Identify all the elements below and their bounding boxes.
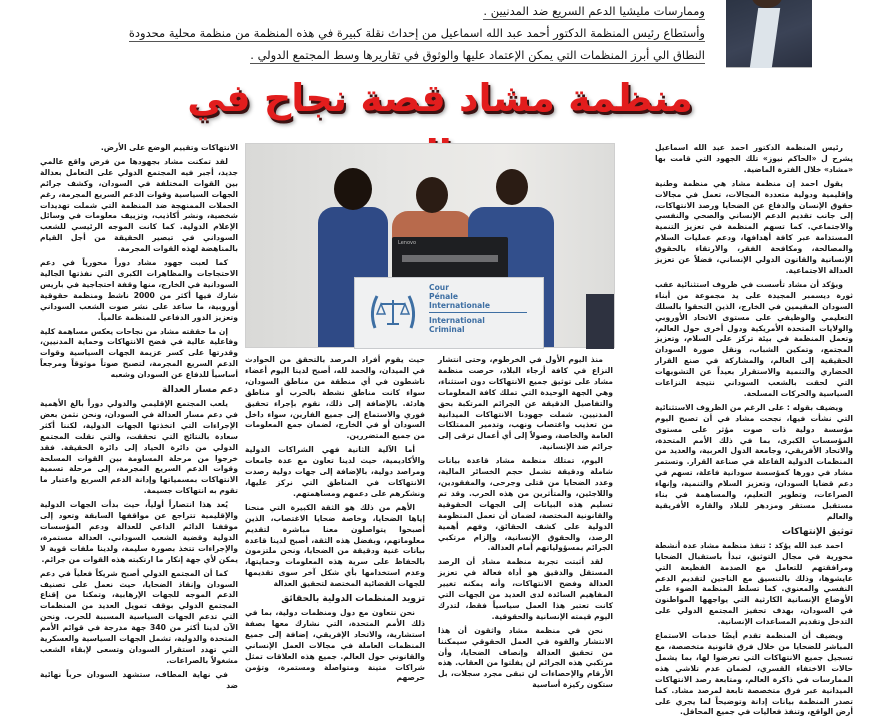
article-headline: منظمة مشاد قصة نجاح في (187, 76, 693, 120)
intro-line: وممارسات مليشيا الدعم السريع ضد المدنيين . (483, 4, 705, 18)
paragraph: حيث يقوم أفراد المرصد بالتحقق من الحوادث في الميدان، والحمد لله، أصبح لدينا اليوم أعضاء ناشطون في أي منطقة من مناطق السودان، سواء كانت مناطق نشطة بالحرب أو مناطق هادئة. بالإضافة إلى ذلك، نقوم بإجراء تحقيق فوري والاستماع إلى جميع الفارين، سواء داخل السودان أو في الخارج، لضمان جمع المعلومات من جميع المتضررين. (245, 355, 425, 441)
section-heading: تزويد المنظمات الدولية بالحقائق (281, 594, 425, 605)
podium-sign (429, 283, 541, 334)
podium-divider (429, 312, 527, 313)
monitor-brand: Lenovo (398, 240, 417, 246)
column-middle-left (245, 355, 425, 687)
paragraph: كما لعبت جهود مشاد دوراً محورياً في دعم الاحتجاجات والمظاهرات الكبرى التي نفذتها الجالية السودانية في الخارج، منها وقفة احتجاجية في باريس شارك فيها أكثر من 2000 ناشط ومنظمة حقوقية أوروبية، ما ساعد على نشر صوت الشعب السوداني وتعزيز الدور الدفاعي للمنظمة عالمياً. (40, 258, 238, 322)
paragraph: لقد تمكنت مشاد بجهودها من فرض واقع عالمي جديد، أجبر فيه المجتمع الدولي على التعامل بعدالة بين القوات المختلفة في السودان، وكشف جرائم الجهات السياسية وقوات الدعم السريع المجرمة، رغم الحملات الممنهجة ضد المنظمة التي شملت تهديدات شخصية، ونشر أكاذيب، وتزييف معلومات في وسائل الإعلام الدولية. كما كانت الموجه الرئيسي للشعب السوداني في تبصير الحقيقة من أجل القيام بالمناهضة لهذه القوات المجرمة. (40, 156, 238, 254)
section-heading: دعم مسار العدالة (161, 385, 238, 396)
paragraph: احمد عبد الله يؤكد : تنفذ منظمة مشاد عدة أنشطة محورية في مجال التوثيق، تبدأ باستقبال الضحايا ومرافقتهم للتعامل مع الصدمة الفظيعة التي عايشوها، وذلك بالتنسيق مع الناجين لتقديم الدعم النفسي والمعنوي. كما تسلط المنظمة الضوء على الأوضاع الإنسانية الكارثية التي يواجهها المواطنون في السودان، بهدف تحفيز المجتمع الدولي على التدخل وتقديم المساعدات الإنسانية. (655, 540, 853, 627)
paragraph: نحن نتعاون مع دول ومنظمات دولية، بما في ذلك الأمم المتحدة، التي نشارك معها بصفة استشارية، والاتحاد الإفريقي، إضافة إلى جميع المنظمات العاملة في مجالات العمل الإنساني والقانوني حول العالم. جميع هذه العلاقات تمثل شراكات متينة ومتواصلة ومستمرة، وتؤمن حرصهم (245, 608, 425, 683)
paragraph: نحن في منظمة مشاد واثقون أن هذا الانتشار والقوة في العمل الحقوقي سيمكننا من تحقيق العدالة وإنصاف الضحايا، وأن مرتكبي هذه الجرائم لن يفلتوا من العقاب. هذه الأرقام والإحصاءات لن تبقى مجرد سجلات، بل ستكون ركيزة أساسية (438, 625, 613, 690)
photo-background-panel (586, 294, 614, 349)
paragraph: في نهاية المطاف، ستشهد السودان حرباً نهائية ضد (40, 669, 238, 690)
portrait-shirt (750, 8, 780, 68)
column-left (40, 143, 238, 695)
paragraph: الأهم من ذلك هو الثقة الكبيرة التي منحنا إياها الضحايا، وخاصة ضحايا الاغتصاب، الذين أصبحوا يتواصلون معنا مباشرة لتقديم معلوماتهم، وبفضل هذه الثقة، أصبح لدينا قاعدة بيانات غنية ودقيقة من الضحايا، ونحن ملتزمون بالحفاظ على سرية هذه المعلومات وحمايتها، وعدم استخدامها بأي شكل آخر سوى تقديمها للجهات القضائية المختصة لتحقيق العدالة (245, 502, 425, 589)
podium-text: Internationale (429, 301, 491, 310)
paragraph: رئيس المنظمة الدكتور احمد عبد الله اسماعيل يشرح ل «الحاكم نيوز» تلك الجهود التي قامت بها «مشاد» خلال الفترة الماضية. (655, 143, 853, 174)
paragraph: يقول احمد إن منظمة مشاد هي منظمة وطنية وإقليمية ودولية متعددة المجالات، تعمل في مجالات حقوق الإنسان والدفاع عن الضحايا ورصد الانتهاكات، إلى جانب تقديم الدعم الإنساني والصحي والنفسي والاجتماعي. كما تسهم المنظمة في تعزيز التنمية المستدامة عبر كافة أهدافها، ودعم عمليات السلام والمصالحة، ومكافحة الفقر، والارتقاء بالحقوق الإنسانية والقانون الدولي الإنساني، فضلاً عن تعزيز العدالة الاجتماعية. (655, 178, 853, 275)
paragraph: أما الآلية الثانية فهي الشراكات الدولية والأكاديمية، حيث لدينا تعاون مع عدة جامعات ومراصد دولية، بالإضافة إلى جهات دولية رصدت الانتهاكات في المناطق التي نركز عليها، ونشكرهم على دعمهم ومساهمتهم. (245, 445, 425, 498)
paragraph: ويؤكد أن مشاد تأسست في ظروف استثنائية عقب ثورة ديسمبر المجيدة على يد مجموعة من أبناء السودان المقيمين في الخارج، الذين التحقوا بالسلك التعليمي والوظيفي على مستوى الاتحاد الأوروبي والولايات المتحدة الأمريكية ودول أخرى حول العالم، وتعمل المنظمة في بيئة تركز على السلام، وتعزيز المجتمع، وتمكين الشباب، ونقل صورة السودان الحقيقية إلى العالم، والمشاركة في صنع القرار الحضاري والتنمية والاستقرار بعيداً عن التشويهات التي لحقت بالشعب السوداني نتيجة النزاعات السياسية والحركات المسلحة. (655, 279, 853, 398)
intro-text (40, 0, 705, 66)
paragraph: اليوم، تمتلك منظمة مشاد قاعدة بيانات شاملة ودقيقة تشمل حجم الخسائر المالية، وعدد الضحايا من قتلى وجرحى، والمفقودين، واللاجئين، والمتأثرين من هذه الحرب. وقد تم تسليم هذه البيانات إلى الجهات الحقوقية والقانونية المختصة، لضمان أن تعمل المنظومة الدولية على كشف الحقائق، وفهم أهمية الرصد، والحقوق الإنسانية، وإلزام مرتكبي الجرائم بمسؤولياتهم أمام العدالة. (438, 456, 613, 553)
paragraph: منذ اليوم الأول في الخرطوم، وحتى انتشار النزاع في كافة أرجاء البلاد، حرصت منظمة مشاد على توثيق جميع الانتهاكات دون استثناء، وهي الجهة الوحيدة التي تملك كافة المعلومات والتفاصيل الدقيقة عن الجرائم المرتكبة بحق المدنيين. شملت جهودنا الانتهاكات الميدانية من تعذيب واغتصاب ونهب، وتدمير الممتلكات العامة والخاصة، وصولاً إلى أي أعمال ترقى إلى جرائم ضد الإنسانية. (438, 355, 613, 452)
paragraph: ويضيف أن المنظمة تقدم أيضًا خدمات الاستماع المباشر للضحايا من خلال فرق قانونية متخصصة، مع تسجيل جميع الانتهاكات التي تعرضوا لها، بما يشمل حالات الاختفاء القسري، لضمان عدم تلاشي هذه الممارسات في ذاكرة العالم، ومتابعة رصد الانتهاكات الميدانية عبر فرق متخصصة تابعة لمرصد مشاد. كما تصدر المنظمة بيانات إدانة وتوضيحاً لما يجري على أرض الواقع، وتنفذ فعاليات في جميع المحافل. (655, 631, 853, 717)
paragraph: إن ما حققته مشاد من نجاحات يعكس مساهمة كلية وفاعلية عالية في فضح الانتهاكات وحماية المدنيين، وقدرتها على كسر عزيمة الجهات السياسية وقوات الدعم السريع المجرمة، لتصبح صوتاً موثوقاً ومرجعاً أساسياً للدفاع عن السودان وشعبه (40, 326, 238, 380)
intro-line: النطاق الي أبرز المنظمات التي يمكن الإعتماد عليها والوثوق في تقاريرها وسط المجتمع الدولي . (250, 48, 705, 62)
paragraph: يُعد هذا انتصاراً أولياً، حيث بدأت الجهات الدولية والإقليمية تتراجع عن مواقفها السابقة وتعود إلى موقفنا الدائم الداعي للعدالة ودعم المؤسسات الدولية وقضية الشعب السوداني. العدالة مستمرة، والإجراءات تتخذ بصورة سليمة، ولدينا ملفات قوية لا يمكن لأي جهة إنكار ما ارتكبته هذه القوات من جرائم. (40, 500, 238, 564)
podium-text: Pénale (429, 292, 458, 301)
podium-text: Criminal (429, 325, 465, 334)
intro-line: وأستطاع رئيس المنظمة الدكتور أحمد عبد الله اسماعيل من إحداث نقلة كبيرة في هذه المنظمة من منظمة محلية محدودة (128, 26, 705, 40)
portrait-face (752, 0, 782, 8)
podium-text: International (429, 316, 485, 325)
column-middle-right (438, 355, 613, 694)
paragraph: يلعب المجتمع الإقليمي والدولي دوراً بالغ الأهمية في دعم مسار العدالة في السودان، ونحن نثمن بعض الإجراءات التي اتخذتها الجهات الدولية، لكننا أكثر سعادة بالنتائج التي تحققت، والتي نقلت المجتمع الدولي من دائرة الحياد إلى دائرة الحقيقة. فقد خرجوا من مرحلة المساومة بين القوات المسلحة وقوات الدعم السريع المجرمة، إلى مرحلة تسمية الانتهاكات بمسمياتها وإدانة الدعم السريع واعتبار ما تقوم به انتهاكات جسيمة. (40, 399, 238, 496)
section-heading: توثيق الإنتهاكات (781, 526, 853, 537)
paragraph: ويضيف بقوله : على الرغم من الظروف الاستثنائية التي نشأت فيها، نجحت مشاد في أن تصبح اليوم مؤسسة دولية ذات صوت مؤثر على مستوى المؤسسات الكبرى، بما في ذلك الأمم المتحدة، والاتحاد الأفريقي، وجامعة الدول العربية، والعديد من المنظمات الدولية الفاعلة في صناعة القرار. وتستمر مشاد في دورها كمؤسسة سودانية فاعلة، تسهم في دعم قضايا السودان، وتعزيز السلام والتنمية، وإنهاء الصراعات، وتطوير التعليم، والمساهمة في بناء مستقبل مستقر ومزدهر للبلاد والقارة الأفريقية والعالم (655, 402, 853, 521)
paragraph: الانتهاكات وتقييم الوضع على الأرض. (100, 143, 238, 152)
paragraph: لقد أثبتت تجربة منظمة مشاد أن الرصد المستقل والدقيق هو أداة فعالة في تعزيز العدالة وفضح الانتهاكات، وأنه يمكنه تغيير المفاهيم السائدة لدى العديد من الجهات التي كانت تعتبر هذا العمل سياسياً فقط، لتدرك اليوم قيمته الإنسانية والحقوقية. (438, 557, 613, 621)
podium-text: Cour (429, 283, 449, 292)
paragraph: كما أن المجتمع الدولي أصبح شريكاً فعلياً في دعم السودان وإنقاذ الضحايا، حيث نعمل على تصنيف الدعم الموجه للجهات الإرهابية، وتمكنا من إقناع المجتمع الدولي بوقف تمويل العديد من المنظمات التي تدعم الجهات السياسية المسببة للحرب. ونحن الآن لدينا أكثر من 340 جهة مدرجة في قوائم الأمم المتحدة والدولية، تشمل الجهات السياسية والعسكرية التي تهدد استقرار السودان وتسعى لإبقاء الشعب مشغولاً بالصراعات. (40, 568, 238, 665)
author-portrait (726, 0, 812, 68)
article-photo (245, 143, 615, 348)
column-right (655, 143, 853, 721)
photo-podium (354, 277, 544, 349)
icc-scales-logo-icon (367, 288, 419, 336)
